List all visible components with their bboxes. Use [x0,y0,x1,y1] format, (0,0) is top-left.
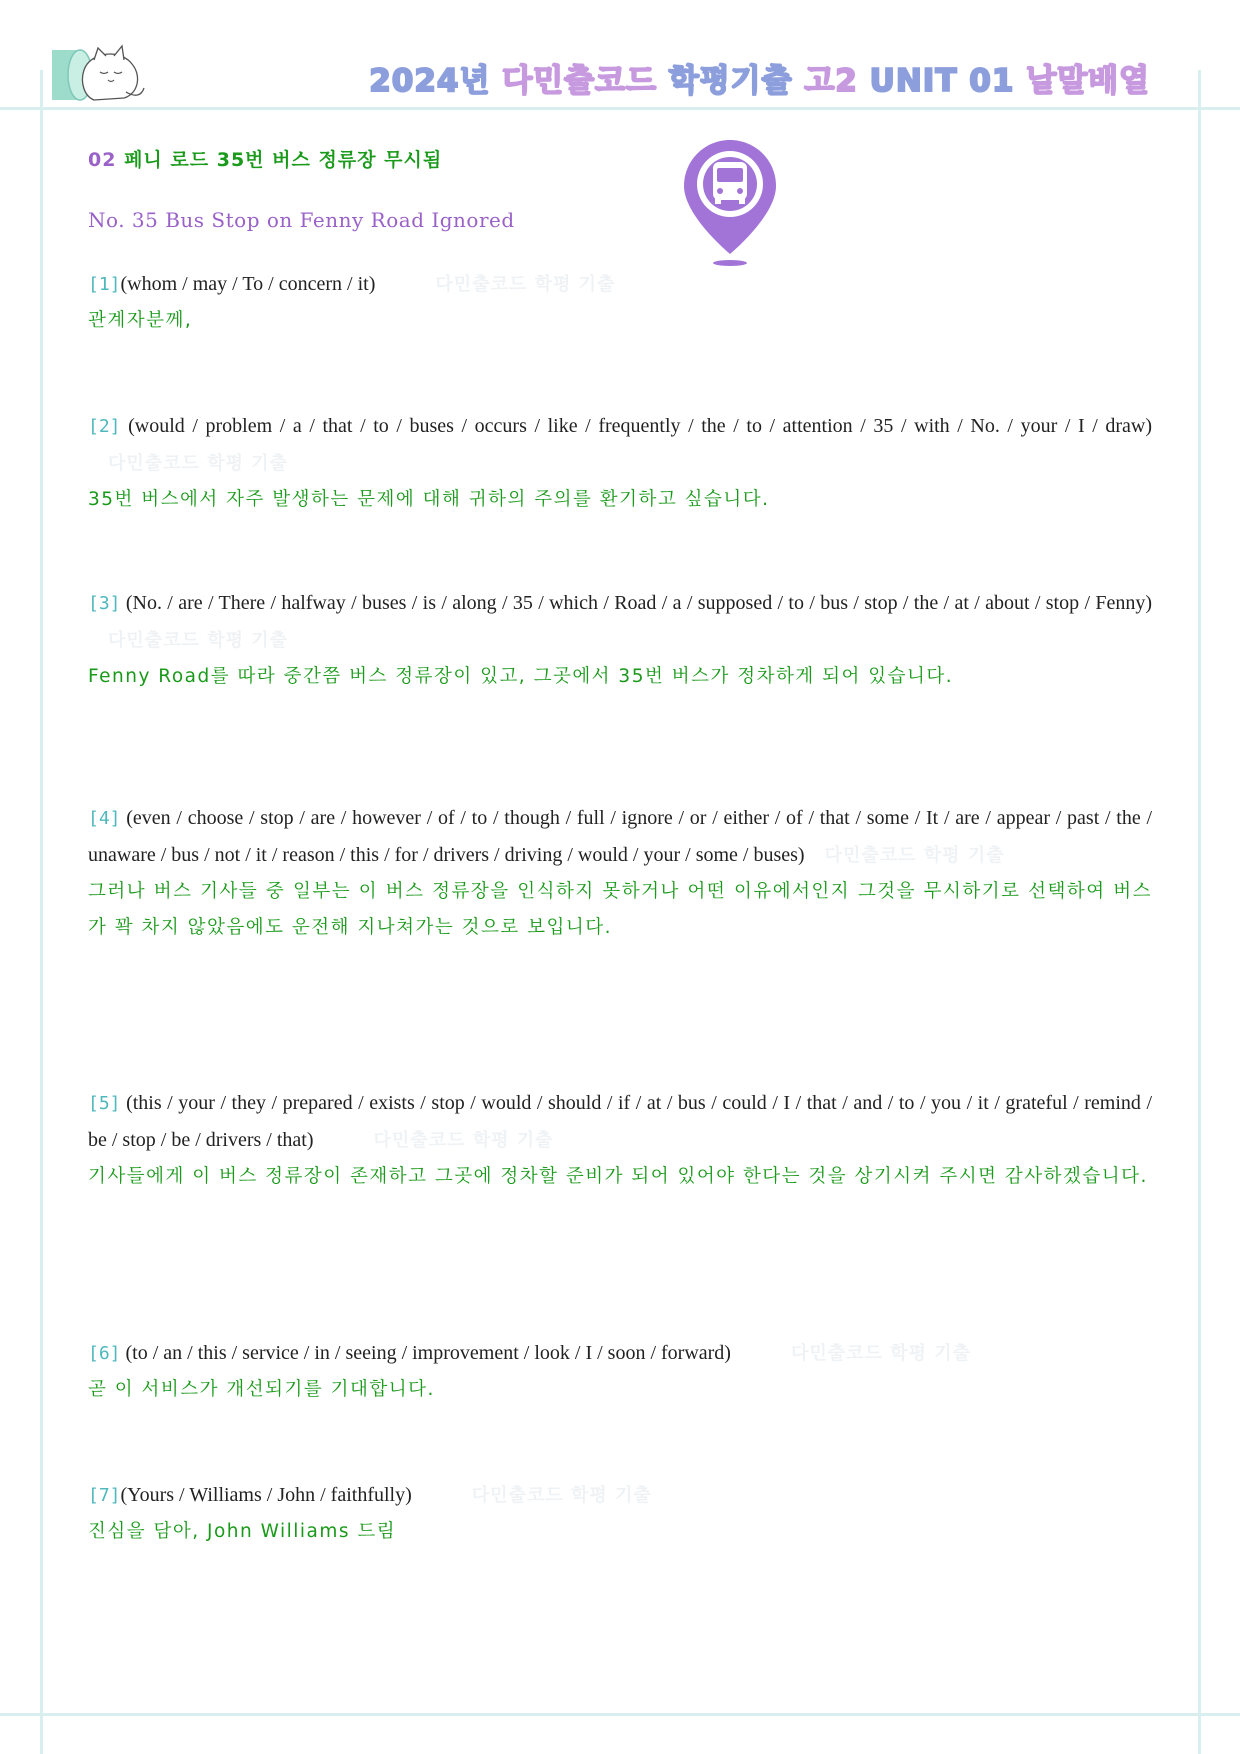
header-exam: 학평기출 [668,63,793,99]
watermark-text: 다민출코드 학평 기출 [790,1343,971,1364]
word-scramble: (this / your / they / prepared / exists / stop / would / should / if / at / bus / could / I / that / and / to / you / it / grateful / remind / be / stop / be / drivers / that) [88,1092,1153,1151]
question-number: [4] [88,808,121,829]
question-text [88,408,1152,482]
answer-text: 35번 버스에서 자주 발생하는 문제에 대해 귀하의 주의를 환기하고 싶습니다. [88,489,770,510]
section-title [88,145,442,172]
watermark-text: 다민출코드 학평 기출 [108,630,289,651]
question-text [88,266,1152,303]
frame-left-line [40,70,43,1754]
watermark-text: 다민출코드 학평 기출 [373,1130,554,1151]
word-scramble: (to / an / this / service / in / seeing / improvement / look / I / soon / forward) [125,1342,731,1364]
header-unit: UNIT 01 [869,63,1015,99]
word-scramble: (Yours / Williams / John / faithfully) [120,1484,412,1506]
question-number: [6] [88,1343,121,1364]
sleepy-cat-icon [50,42,146,106]
question-text [88,1335,1152,1372]
question-number: [7] [88,1485,121,1506]
question-number: [2] [88,416,121,437]
frame-right-line [1198,70,1201,1754]
list-item [88,585,1152,695]
frame-top-line [0,107,1240,110]
question-number: [5] [88,1093,121,1114]
frame-bottom-line [0,1713,1240,1716]
watermark-text: 다민출코드 학평 기출 [108,453,289,474]
word-scramble: (No. / are / There / halfway / buses / is / along / 35 / which / Road / a / supposed / to / bus / stop / the / at / about / stop / Fenny) [125,592,1153,614]
list-item [88,1477,1152,1550]
answer-text: 진심을 담아, John Williams 드림 [88,1521,397,1542]
section-title-text: 페니 로드 35번 버스 정류장 무시됨 [124,149,443,171]
question-text [88,800,1152,874]
header-title [369,55,1150,100]
answer-text: 기사들에게 이 버스 정류장이 존재하고 그곳에 정차할 준비가 되어 있어야 한다는 것을 상기시켜 주시면 감사하겠습니다. [88,1166,1148,1187]
watermark-text: 다민출코드 학평 기출 [824,845,1005,866]
list-item [88,1085,1152,1195]
question-number: [3] [88,593,121,614]
answer-text: 그러나 버스 기사들 중 일부는 이 버스 정류장을 인식하지 못하거나 어떤 이유에서인지 그것을 무시하기로 선택하여 버스가 꽉 차지 않았음에도 운전해 지나쳐가는 것으로 보입니다. [88,881,1152,938]
word-scramble: (whom / may / To / concern / it) [120,273,376,295]
question-text [88,1477,1152,1514]
watermark-text: 다민출코드 학평 기출 [435,274,616,295]
answer-text: Fenny Road를 따라 중간쯤 버스 정류장이 있고, 그곳에서 35번 버스가 정차하게 되어 있습니다. [88,666,954,687]
list-item [88,1335,1152,1408]
watermark-text: 다민출코드 학평 기출 [471,1485,652,1506]
list-item [88,408,1152,518]
word-scramble: (even / choose / stop / are / however / of / to / though / full / ignore / or / either / of / that / some / It / are / appear / past / the / unaware / bus / not / it / reason / this / for / drivers / driving / would / your / some / buses) [88,807,1153,866]
header-grade: 고2 [804,63,858,99]
header-brand: 다민출코드 [502,63,657,99]
header-year: 2024년 [369,63,491,99]
answer-text: 곧 이 서비스가 개선되기를 기대합니다. [88,1379,435,1400]
section-number: 02 [88,149,117,171]
list-item [88,800,1152,946]
section-subtitle: No. 35 Bus Stop on Fenny Road Ignored [88,208,515,232]
list-item [88,266,1152,339]
word-scramble: (would / problem / a / that / to / buses / occurs / like / frequently / the / to / attention / 35 / with / No. / your / I / draw) [128,415,1153,437]
question-text [88,1085,1152,1159]
bus-stop-pin-icon [680,136,780,268]
question-text [88,585,1152,659]
answer-text: 관계자분께, [88,310,193,331]
header-type: 낱말배열 [1026,63,1150,99]
question-number: [1] [88,274,121,295]
